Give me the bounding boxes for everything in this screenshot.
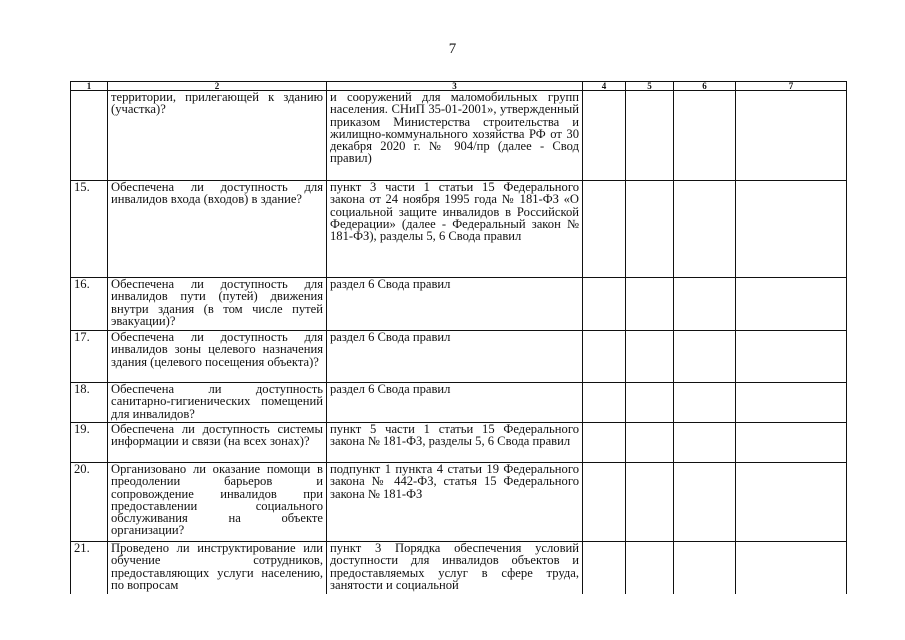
page-number: 7 [448,41,457,57]
question-cell: Обеспечена ли доступность для инвалидов пути (путей) движения внутри здания (в том числе путей эвакуации)? [108,278,327,331]
column-header-3: 3 [327,82,583,91]
legal-basis-cell: раздел 6 Свода правил [327,383,583,423]
question-cell: Проведено ли инструктирование или обучение сотрудников, предоставляющих услуги населению, по вопросам [108,542,327,594]
row-number: 20. [71,463,108,542]
legal-basis-cell: подпункт 1 пункта 4 статьи 19 Федерального закона № 442-ФЗ, статья 15 Федерального закона № 181-ФЗ [327,463,583,542]
question-cell: Организовано ли оказание помощи в преодолении барьеров и сопровождение инвалидов при предоставлении социального обслуживания на объекте организации? [108,463,327,542]
table-row [71,383,847,423]
empty-cell [736,383,847,423]
row-number: 18. [71,383,108,423]
empty-cell [736,91,847,181]
column-header-1: 1 [71,82,108,91]
empty-cell [626,91,674,181]
legal-basis-cell: пункт 3 части 1 статьи 15 Федерального закона от 24 ноября 1995 года № 181-ФЗ «О социальной защите инвалидов в Российской Федерации» (далее - Федеральный закон № 181-ФЗ), разделы 5, 6 Свода правил [327,181,583,278]
table-row [71,423,847,463]
question-cell: Обеспечена ли доступность для инвалидов входа (входов) в здание? [108,181,327,278]
empty-cell [583,463,626,542]
row-number: 15. [71,181,108,278]
row-number: 17. [71,331,108,383]
legal-basis-cell: раздел 6 Свода правил [327,331,583,383]
empty-cell [674,423,736,463]
column-header-6: 6 [674,82,736,91]
empty-cell [583,542,626,594]
row-number: 21. [71,542,108,594]
table-row [71,181,847,278]
table-row [71,278,847,331]
empty-cell [736,542,847,594]
empty-cell [626,181,674,278]
row-number: 16. [71,278,108,331]
empty-cell [674,383,736,423]
column-header-2: 2 [108,82,327,91]
empty-cell [674,331,736,383]
empty-cell [583,383,626,423]
question-cell: Обеспечена ли доступность санитарно-гигиенических помещений для инвалидов? [108,383,327,423]
row-number: 19. [71,423,108,463]
question-cell: Обеспечена ли доступность системы информации и связи (на всех зонах)? [108,423,327,463]
empty-cell [626,278,674,331]
empty-cell [583,331,626,383]
table-row [71,463,847,542]
table-row [71,91,847,181]
checklist-table [70,81,847,594]
empty-cell [736,278,847,331]
empty-cell [626,542,674,594]
empty-cell [626,463,674,542]
empty-cell [736,423,847,463]
column-header-5: 5 [626,82,674,91]
column-header-4: 4 [583,82,626,91]
table-row [71,331,847,383]
empty-cell [626,423,674,463]
empty-cell [736,463,847,542]
column-header-7: 7 [736,82,847,91]
legal-basis-cell: пункт 5 части 1 статьи 15 Федерального закона № 181-ФЗ, разделы 5, 6 Свода правил [327,423,583,463]
row-number [71,91,108,181]
empty-cell [674,278,736,331]
legal-basis-cell: пункт 3 Порядка обеспечения условий доступности для инвалидов объектов и предоставляемых услуг в сфере труда, занятости и социальной [327,542,583,594]
table-row [71,542,847,594]
legal-basis-cell: раздел 6 Свода правил [327,278,583,331]
legal-basis-cell: и сооружений для маломобильных групп населения. СНиП 35-01-2001», утвержденный приказом Министерства строительства и жилищно-коммунального хозяйства РФ от 30 декабря 2020 г. № 904/пр (далее - Свод правил) [327,91,583,181]
empty-cell [626,331,674,383]
empty-cell [583,91,626,181]
empty-cell [674,91,736,181]
empty-cell [736,331,847,383]
question-cell: территории, прилегающей к зданию (участка)? [108,91,327,181]
empty-cell [583,181,626,278]
empty-cell [583,423,626,463]
empty-cell [674,542,736,594]
column-number-row [71,82,847,91]
empty-cell [674,181,736,278]
empty-cell [736,181,847,278]
empty-cell [626,383,674,423]
question-cell: Обеспечена ли доступность для инвалидов зоны целевого назначения здания (целевого посещения объекта)? [108,331,327,383]
empty-cell [583,278,626,331]
empty-cell [674,463,736,542]
